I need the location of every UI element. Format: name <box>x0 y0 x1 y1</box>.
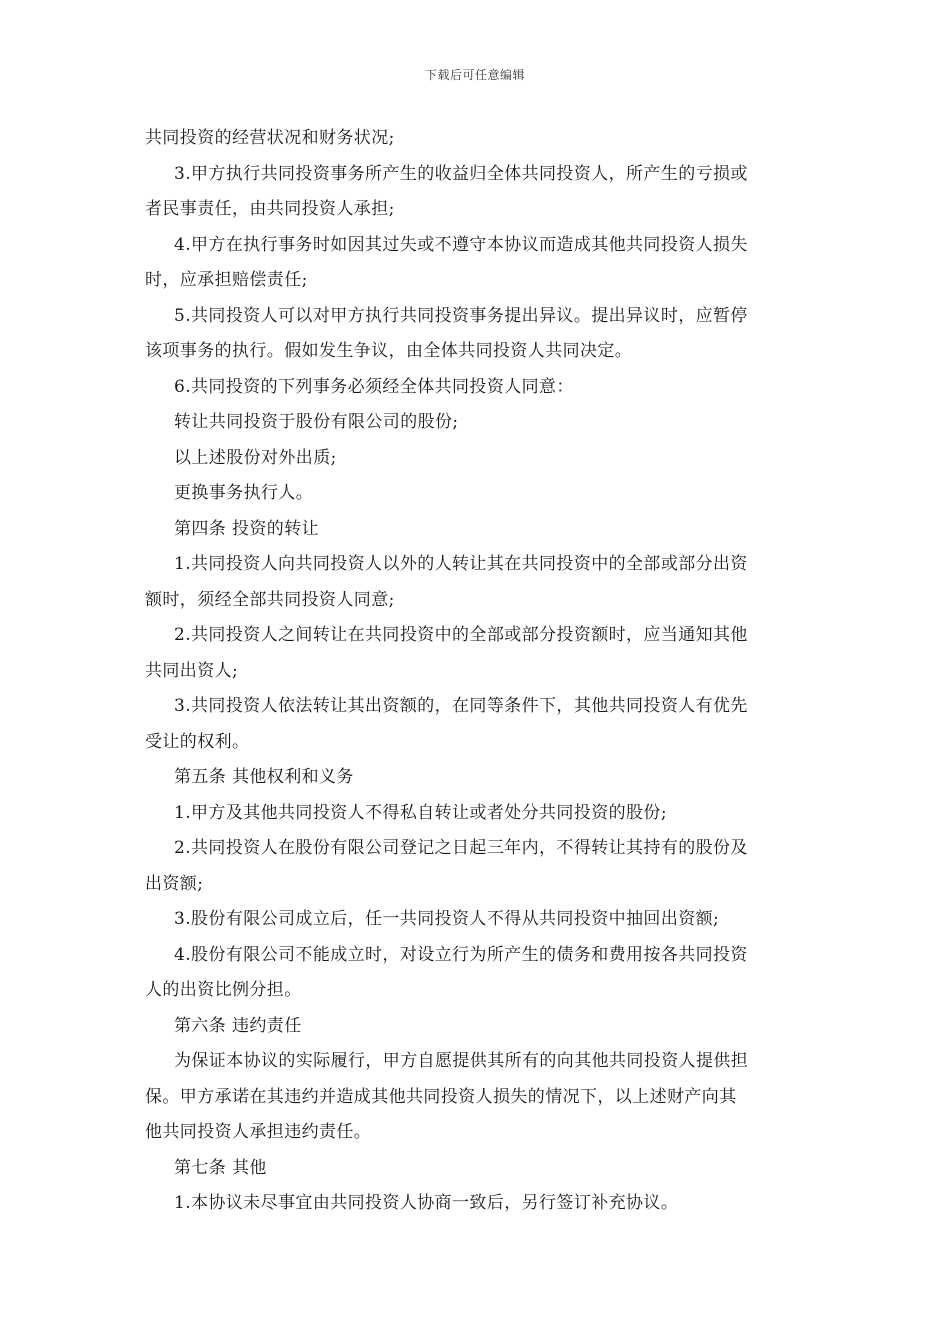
text-line: 出资额; <box>145 873 204 894</box>
text-line: 1.甲方及其他共同投资人不得私自转让或者处分共同投资的股份; <box>174 802 667 823</box>
text-line: 转让共同投资于股份有限公司的股份; <box>174 412 459 432</box>
text-line: 4.股份有限公司不能成立时，对设立行为所产生的债务和费用按各共同投资 <box>174 944 748 965</box>
section-heading: 第四条 投资的转让 <box>174 518 320 539</box>
text-line: 5.共同投资人可以对甲方执行共同投资事务提出异议。提出异议时，应暂停 <box>174 305 748 326</box>
text-line: 为保证本协议的实际履行，甲方自愿提供其所有的向其他共同投资人提供担 <box>174 1051 749 1071</box>
section-heading: 第七条 其他 <box>174 1157 267 1178</box>
text-line: 4.甲方在执行事务时如因其过失或不遵守本协议而造成其他共同投资人损失 <box>174 234 748 255</box>
document-body <box>145 121 810 1222</box>
text-line: 3.共同投资人依法转让其出资额的，在同等条件下，其他共同投资人有优先 <box>174 696 748 716</box>
text-line: 时，应承担赔偿责任; <box>145 270 308 290</box>
text-line: 3.甲方执行共同投资事务所产生的收益归全体共同投资人，所产生的亏损或 <box>174 163 748 184</box>
text-line: 以上述股份对外出质; <box>174 447 337 468</box>
text-line: 该项事务的执行。假如发生争议，由全体共同投资人共同决定。 <box>145 341 633 361</box>
text-line: 者民事责任，由共同投资人承担; <box>145 199 395 219</box>
section-heading: 第六条 违约责任 <box>174 1015 302 1036</box>
page-header: 下载后可任意编辑 <box>424 68 525 82</box>
text-line: 共同出资人; <box>145 660 239 681</box>
text-line: 额时，须经全部共同投资人同意; <box>145 589 395 610</box>
text-line: 人的出资比例分担。 <box>145 980 302 1000</box>
text-line: 更换事务执行人。 <box>174 483 314 503</box>
text-line: 保。甲方承诺在其违约并造成其他共同投资人损失的情况下，以上述财产向其 <box>145 1086 737 1107</box>
text-line: 2.共同投资人之间转让在共同投资中的全部或部分投资额时，应当通知其他 <box>174 625 748 645</box>
text-line: 3.股份有限公司成立后，任一共同投资人不得从共同投资中抽回出资额; <box>174 909 720 929</box>
text-line: 6.共同投资的下列事务必须经全体共同投资人同意： <box>174 376 574 397</box>
text-line: 2.共同投资人在股份有限公司登记之日起三年内，不得转让其持有的股份及 <box>174 838 748 858</box>
text-line: 受让的权利。 <box>145 731 250 752</box>
text-line: 他共同投资人承担违约责任。 <box>145 1122 372 1142</box>
text-line: 1.共同投资人向共同投资人以外的人转让其在共同投资中的全部或部分出资 <box>174 554 748 574</box>
text-line: 1.本协议未尽事宜由共同投资人协商一致后，另行签订补充协议。 <box>174 1193 679 1213</box>
section-heading: 第五条 其他权利和义务 <box>174 767 354 787</box>
text-line: 共同投资的经营状况和财务状况; <box>145 128 395 148</box>
